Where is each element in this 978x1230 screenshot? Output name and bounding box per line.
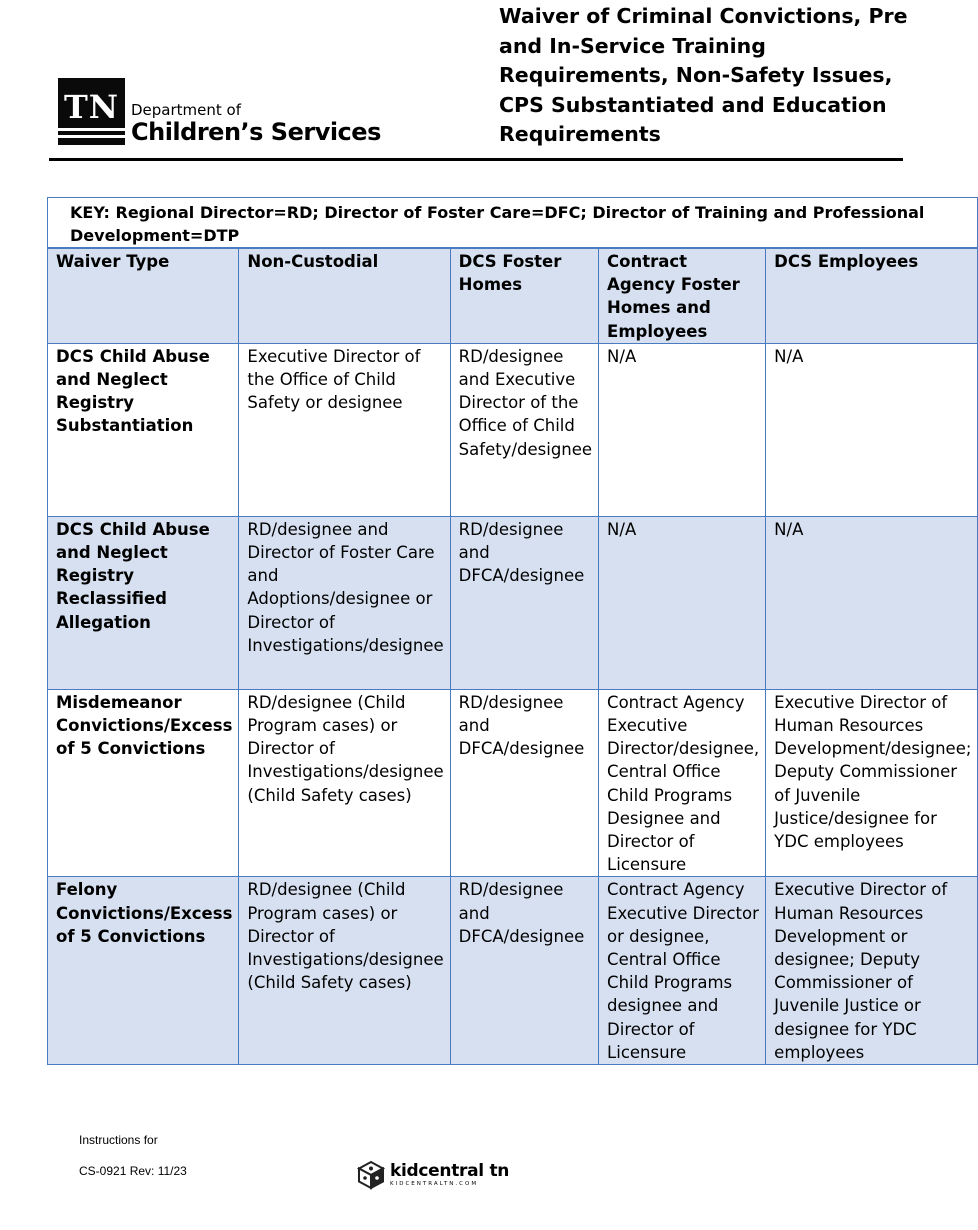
dcs-logo: [58, 78, 381, 145]
dcs-foster-homes-cell: RD/designee and DFCA/designee: [450, 877, 598, 1065]
tn-logo-text: TN: [63, 88, 120, 126]
kidcentral-cube-icon: [356, 1160, 386, 1190]
col-header-dcs-employees: DCS Employees: [766, 248, 978, 343]
tn-logo-mark: [58, 78, 125, 145]
table-row: [48, 689, 978, 877]
dcs-foster-homes-cell: RD/designee and Executive Director of the Office of Child Safety/designee: [450, 343, 598, 516]
contract-agency-cell: N/A: [599, 343, 766, 516]
footer-instructions: Instructions for: [79, 1133, 158, 1147]
dcs-foster-homes-cell: RD/designee and DFCA/designee: [450, 689, 598, 877]
footer-form-revision: CS-0921 Rev: 11/23: [79, 1164, 187, 1178]
non-custodial-cell: RD/designee (Child Program cases) or Director of Investigations/designee (Child Safety cases): [239, 877, 450, 1065]
dcs-foster-homes-cell: RD/designee and DFCA/designee: [450, 516, 598, 689]
waiver-type-cell: Felony Convictions/Excess of 5 Convictions: [48, 877, 239, 1065]
non-custodial-cell: RD/designee (Child Program cases) or Director of Investigations/designee (Child Safety cases): [239, 689, 450, 877]
document-title: Waiver of Criminal Convictions, Pre and In-Service Training Requirements, Non-Safety Issues, CPS Substantiated and Education Requirements: [499, 4, 908, 147]
kidcentral-name: kidcentral tn: [390, 1160, 510, 1181]
dcs-employees-cell: N/A: [766, 343, 978, 516]
kidcentral-logo: [356, 1160, 509, 1190]
key-row: [48, 198, 978, 249]
waiver-type-cell: DCS Child Abuse and Neglect Registry Reclassified Allegation: [48, 516, 239, 689]
waiver-type-cell: DCS Child Abuse and Neglect Registry Substantiation: [48, 343, 239, 516]
contract-agency-cell: Contract Agency Executive Director/designee, Central Office Child Programs Designee and Director of Licensure: [599, 689, 766, 877]
table-row: [48, 877, 978, 1065]
col-header-non-custodial: Non-Custodial: [239, 248, 450, 343]
contract-agency-cell: N/A: [599, 516, 766, 689]
childrens-services: Children’s Services: [131, 118, 381, 146]
table-row: [48, 343, 978, 516]
non-custodial-cell: RD/designee and Director of Foster Care and Adoptions/designee or Director of Investigations/designee: [239, 516, 450, 689]
contract-agency-cell: Contract Agency Executive Director or designee, Central Office Child Programs designee and Director of Licensure: [599, 877, 766, 1065]
non-custodial-cell: Executive Director of the Office of Child Safety or designee: [239, 343, 450, 516]
kidcentral-url: KIDCENTRALTN.COM: [390, 1180, 479, 1187]
dcs-employees-cell: Executive Director of Human Resources Development or designee; Deputy Commissioner of Juvenile Justice or designee for YDC employees: [766, 877, 978, 1065]
col-header-waiver-type: Waiver Type: [48, 248, 239, 343]
header-divider: [49, 158, 903, 161]
header-row: [48, 248, 978, 343]
dcs-employees-cell: Executive Director of Human Resources Development/designee; Deputy Commissioner of Juvenile Justice/designee for YDC employees: [766, 689, 978, 877]
dcs-employees-cell: N/A: [766, 516, 978, 689]
waiver-table: [47, 197, 978, 1065]
department-of: Department of: [131, 101, 241, 119]
col-header-dcs-foster-homes: DCS Foster Homes: [450, 248, 598, 343]
waiver-type-cell: Misdemeanor Convictions/Excess of 5 Convictions: [48, 689, 239, 877]
table-row: [48, 516, 978, 689]
key-text: KEY: Regional Director=RD; Director of Foster Care=DFC; Director of Training and Professional Development=DTP: [48, 198, 978, 249]
department-name: [131, 103, 381, 145]
col-header-contract-agency: Contract Agency Foster Homes and Employees: [599, 248, 766, 343]
